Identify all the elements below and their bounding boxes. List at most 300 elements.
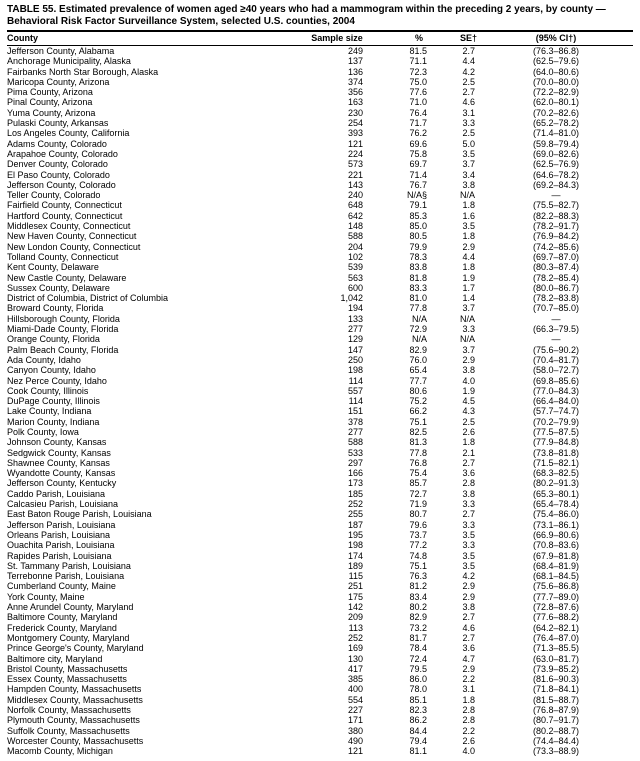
cell-county: Hampden County, Massachusetts: [7, 684, 142, 695]
cell-pct: N/A: [411, 313, 427, 324]
cell-se: 2.9: [462, 663, 475, 674]
table-row: [7, 664, 633, 674]
cell-pct: 77.7: [409, 375, 427, 386]
cell-ci: (71.8–84.1): [532, 684, 580, 695]
cell-county: Terrebonne Parish, Louisiana: [7, 571, 125, 582]
cell-county: Arapahoe County, Colorado: [7, 148, 118, 159]
cell-ci: (77.5–87.5): [532, 426, 580, 437]
cell-county: Cook County, Illinois: [7, 385, 89, 396]
cell-n: 143: [347, 179, 363, 190]
table-row: [7, 736, 633, 746]
table-row: [7, 118, 633, 128]
cell-n: 417: [347, 663, 363, 674]
cell-county: Rapides Parish, Louisiana: [7, 550, 112, 561]
cell-pct: 76.8: [409, 457, 427, 468]
cell-se: 4.3: [462, 406, 475, 417]
cell-pct: 81.8: [409, 272, 427, 283]
cell-pct: 83.8: [409, 262, 427, 273]
cell-pct: 81.1: [409, 746, 427, 757]
cell-ci: (70.0–80.0): [532, 76, 580, 87]
cell-se: 3.8: [462, 602, 475, 613]
cell-pct: 75.0: [409, 76, 427, 87]
cell-se: 3.6: [462, 468, 475, 479]
cell-n: 252: [347, 499, 363, 510]
cell-n: 277: [347, 426, 363, 437]
cell-county: Sussex County, Delaware: [7, 282, 110, 293]
cell-n: 194: [347, 303, 363, 314]
cell-county: Tolland County, Connecticut: [7, 251, 119, 262]
cell-n: 151: [347, 406, 363, 417]
cell-county: District of Columbia, District of Columbia: [7, 293, 169, 304]
cell-pct: 71.0: [409, 97, 427, 108]
cell-county: Pima County, Arizona: [7, 87, 93, 98]
cell-ci: (73.1–86.1): [532, 519, 580, 530]
cell-ci: —: [551, 334, 561, 345]
cell-pct: 81.3: [409, 437, 427, 448]
cell-n: 490: [347, 735, 363, 746]
cell-ci: (69.7–87.0): [532, 251, 580, 262]
cell-n: 380: [347, 725, 363, 736]
cell-se: 3.8: [462, 488, 475, 499]
cell-ci: (57.7–74.7): [532, 406, 580, 417]
cell-pct: 75.8: [409, 148, 427, 159]
table-row: [7, 108, 633, 118]
table-row: [7, 448, 633, 458]
table-row: [7, 684, 633, 694]
cell-ci: (58.0–72.7): [532, 365, 580, 376]
cell-county: Caddo Parish, Louisiana: [7, 488, 106, 499]
cell-county: Fairbanks North Star Borough, Alaska: [7, 66, 159, 77]
table-title-line2: Behavioral Risk Factor Surveillance System, selected U.S. counties, 2004: [7, 16, 355, 27]
cell-se: 2.6: [462, 426, 475, 437]
cell-n: 173: [347, 478, 363, 489]
cell-n: 114: [348, 396, 363, 407]
cell-n: 163: [347, 97, 363, 108]
cell-se: 2.7: [462, 87, 475, 98]
cell-n: 385: [347, 674, 363, 685]
cell-n: 148: [347, 221, 363, 232]
cell-county: Ouachita Parish, Louisiana: [7, 540, 115, 551]
cell-n: 400: [347, 684, 363, 695]
table-row: [7, 376, 633, 386]
cell-ci: (71.5–82.1): [532, 457, 580, 468]
cell-county: Middlesex County, Massachusetts: [7, 694, 143, 705]
cell-pct: 76.0: [409, 354, 427, 365]
cell-ci: (76.9–84.2): [532, 231, 580, 242]
cell-county: Sedgwick County, Kansas: [7, 447, 111, 458]
cell-ci: (71.4–81.0): [532, 128, 580, 139]
cell-pct: 72.4: [409, 653, 427, 664]
cell-n: 539: [347, 262, 363, 273]
cell-n: 254: [347, 118, 363, 129]
data-table: [7, 30, 633, 756]
cell-ci: (65.2–78.2): [532, 118, 580, 129]
cell-county: Palm Beach County, Florida: [7, 344, 119, 355]
cell-pct: 79.6: [409, 519, 427, 530]
cell-ci: (69.8–85.6): [532, 375, 580, 386]
cell-se: 3.3: [462, 324, 475, 335]
cell-ci: (80.2–91.3): [532, 478, 580, 489]
cell-pct: 86.0: [409, 674, 427, 685]
cell-ci: (66.4–84.0): [532, 396, 580, 407]
table-row: [7, 612, 633, 622]
cell-county: Maricopa County, Arizona: [7, 76, 110, 87]
cell-n: 393: [347, 128, 363, 139]
table-row: [7, 293, 633, 303]
table-row: [7, 623, 633, 633]
cell-ci: (68.1–84.5): [532, 571, 580, 582]
cell-county: Hartford County, Connecticut: [7, 210, 123, 221]
table-row: [7, 478, 633, 488]
cell-pct: 85.0: [409, 221, 427, 232]
cell-n: 166: [347, 468, 363, 479]
cell-ci: (74.2–85.6): [532, 241, 580, 252]
cell-n: 554: [347, 694, 363, 705]
cell-ci: (82.2–88.3): [532, 210, 580, 221]
cell-n: 185: [347, 488, 363, 499]
table-row: [7, 396, 633, 406]
cell-ci: (73.8–81.8): [532, 447, 580, 458]
table-row: [7, 314, 633, 324]
cell-ci: (78.2–85.4): [532, 272, 580, 283]
cell-county: Anne Arundel County, Maryland: [7, 602, 134, 613]
cell-n: 171: [347, 715, 363, 726]
cell-ci: (69.2–84.3): [532, 179, 580, 190]
table-row: [7, 170, 633, 180]
cell-se: 3.6: [462, 643, 475, 654]
cell-se: 1.7: [462, 282, 475, 293]
table-row: [7, 592, 633, 602]
cell-pct: 85.7: [409, 478, 427, 489]
table-title: [7, 4, 633, 28]
cell-se: 2.8: [462, 715, 475, 726]
cell-pct: 81.0: [409, 293, 427, 304]
cell-se: 1.8: [462, 200, 475, 211]
cell-n: 137: [347, 56, 363, 67]
cell-ci: (68.4–81.9): [532, 560, 580, 571]
cell-se: 4.2: [462, 571, 475, 582]
cell-county: Prince George's County, Maryland: [7, 643, 144, 654]
cell-n: 174: [347, 550, 363, 561]
cell-ci: (80.3–87.4): [532, 262, 580, 273]
cell-se: 3.5: [462, 148, 475, 159]
cell-county: Shawnee County, Kansas: [7, 457, 110, 468]
cell-pct: 80.2: [409, 602, 427, 613]
table-row: [7, 56, 633, 66]
cell-ci: (66.3–79.5): [532, 324, 580, 335]
cell-se: 1.8: [462, 694, 475, 705]
cell-n: 356: [347, 87, 363, 98]
cell-ci: (70.8–83.6): [532, 540, 580, 551]
cell-n: 195: [347, 529, 363, 540]
cell-county: Lake County, Indiana: [7, 406, 92, 417]
cell-pct: N/A§: [406, 190, 427, 201]
cell-n: 573: [347, 159, 363, 170]
table-row: [7, 705, 633, 715]
table-row: [7, 561, 633, 571]
cell-ci: (77.6–88.2): [532, 612, 580, 623]
cell-pct: 66.2: [409, 406, 427, 417]
cell-n: 121: [347, 138, 363, 149]
cell-pct: 77.8: [409, 447, 427, 458]
cell-ci: (77.0–84.3): [532, 385, 580, 396]
cell-pct: 74.8: [409, 550, 427, 561]
cell-se: 2.7: [462, 457, 475, 468]
cell-se: 3.3: [462, 499, 475, 510]
cell-ci: (70.2–79.9): [532, 416, 580, 427]
cell-pct: 75.4: [409, 468, 427, 479]
cell-county: Montgomery County, Maryland: [7, 632, 130, 643]
cell-se: 3.1: [462, 684, 475, 695]
cell-n: 169: [347, 643, 363, 654]
cell-ci: (65.4–78.4): [532, 499, 580, 510]
cell-n: 252: [347, 632, 363, 643]
cell-ci: (74.4–84.4): [532, 735, 580, 746]
table-row: [7, 499, 633, 509]
cell-pct: 83.4: [409, 591, 427, 602]
cell-county: Worcester County, Massachusetts: [7, 735, 144, 746]
cell-se: 3.7: [462, 159, 475, 170]
cell-county: Orleans Parish, Louisiana: [7, 529, 111, 540]
cell-county: Kent County, Delaware: [7, 262, 99, 273]
cell-pct: 71.1: [409, 56, 427, 67]
cell-ci: (75.6–86.8): [532, 581, 580, 592]
table-row: [7, 602, 633, 612]
cell-pct: 81.2: [409, 581, 427, 592]
cell-county: Suffolk County, Massachusetts: [7, 725, 130, 736]
cell-n: 230: [347, 107, 363, 118]
cell-se: 4.4: [462, 251, 475, 262]
cell-se: 1.8: [462, 437, 475, 448]
cell-n: 1,042: [340, 293, 363, 304]
cell-county: New Haven County, Connecticut: [7, 231, 137, 242]
cell-county: Pinal County, Arizona: [7, 97, 93, 108]
table-row: [7, 303, 633, 313]
cell-ci: (76.4–87.0): [532, 632, 580, 643]
cell-n: 533: [347, 447, 363, 458]
cell-county: Fairfield County, Connecticut: [7, 200, 122, 211]
cell-county: Pulaski County, Arkansas: [7, 118, 109, 129]
cell-pct: 82.3: [409, 705, 427, 715]
cell-ci: (75.6–90.2): [532, 344, 580, 355]
cell-ci: (78.2–91.7): [532, 221, 580, 232]
cell-se: 4.0: [462, 375, 475, 386]
table-title-line1: TABLE 55. Estimated prevalence of women aged ≥40 years who had a mammogram within the preceding 2 years, by county —: [7, 4, 606, 15]
cell-se: 2.5: [462, 128, 475, 139]
cell-county: Norfolk County, Massachusetts: [7, 705, 131, 715]
cell-n: 277: [347, 324, 363, 335]
table-row: [7, 715, 633, 725]
cell-pct: 72.9: [409, 324, 427, 335]
cell-n: 130: [347, 653, 363, 664]
cell-se: 1.8: [462, 231, 475, 242]
cell-county: Calcasieu Parish, Louisiana: [7, 499, 119, 510]
cell-n: 297: [347, 457, 363, 468]
cell-se: 2.9: [462, 241, 475, 252]
cell-se: 4.0: [462, 746, 475, 757]
cell-county: Denver County, Colorado: [7, 159, 108, 170]
cell-ci: (70.7–85.0): [532, 303, 580, 314]
cell-se: 1.4: [462, 293, 475, 304]
cell-se: 3.3: [462, 118, 475, 129]
cell-ci: (64.6–78.2): [532, 169, 580, 180]
cell-pct: 75.2: [409, 396, 427, 407]
cell-county: Johnson County, Kansas: [7, 437, 107, 448]
cell-county: Jefferson County, Colorado: [7, 179, 116, 190]
table-row: [7, 159, 633, 169]
cell-se: N/A: [459, 334, 475, 345]
cell-se: 3.7: [462, 303, 475, 314]
cell-se: 1.9: [462, 385, 475, 396]
cell-n: 648: [347, 200, 363, 211]
table-row: [7, 489, 633, 499]
cell-n: 224: [347, 148, 363, 159]
table-row: [7, 139, 633, 149]
cell-ci: (62.5–76.9): [532, 159, 580, 170]
table-row: [7, 530, 633, 540]
col-header-sample-size: Sample size: [303, 31, 371, 46]
header-row: [7, 31, 633, 46]
cell-se: 2.8: [462, 478, 475, 489]
cell-n: 142: [347, 602, 363, 613]
table-row: [7, 468, 633, 478]
cell-n: 102: [347, 251, 363, 262]
cell-ci: (77.7–89.0): [532, 591, 580, 602]
cell-n: 133: [347, 313, 363, 324]
cell-se: 3.8: [462, 179, 475, 190]
cell-n: 557: [347, 385, 363, 396]
cell-n: 198: [347, 540, 363, 551]
table-body: [7, 46, 633, 757]
cell-se: 3.3: [462, 540, 475, 551]
cell-ci: (62.0–80.1): [532, 97, 580, 108]
cell-pct: 79.5: [409, 663, 427, 674]
cell-ci: (76.3–86.8): [532, 46, 580, 56]
cell-se: 2.9: [462, 354, 475, 365]
cell-county: St. Tammany Parish, Louisiana: [7, 560, 131, 571]
cell-county: East Baton Rouge Parish, Louisiana: [7, 509, 152, 520]
cell-pct: 71.4: [409, 169, 427, 180]
cell-county: Bristol County, Massachusetts: [7, 663, 128, 674]
cell-pct: 86.2: [409, 715, 427, 726]
cell-ci: (64.0–80.6): [532, 66, 580, 77]
cell-ci: (77.9–84.8): [532, 437, 580, 448]
cell-se: 2.2: [462, 725, 475, 736]
table-row: [7, 97, 633, 107]
cell-ci: (64.2–82.1): [532, 622, 580, 633]
table-row: [7, 128, 633, 138]
cell-ci: (81.5–88.7): [532, 694, 580, 705]
cell-pct: 71.7: [409, 118, 427, 129]
cell-n: 204: [347, 241, 363, 252]
table-row: [7, 643, 633, 653]
cell-n: 121: [347, 746, 363, 757]
cell-pct: 79.9: [409, 241, 427, 252]
cell-ci: (75.5–82.7): [532, 200, 580, 211]
cell-county: Plymouth County, Massachusetts: [7, 715, 140, 726]
cell-se: 3.5: [462, 560, 475, 571]
cell-se: 2.7: [462, 632, 475, 643]
cell-pct: 76.7: [409, 179, 427, 190]
table-row: [7, 458, 633, 468]
cell-se: 4.6: [462, 622, 475, 633]
table-row: [7, 654, 633, 664]
cell-se: 2.7: [462, 46, 475, 56]
cell-pct: 65.4: [409, 365, 427, 376]
cell-pct: 82.9: [409, 612, 427, 623]
cell-n: 115: [348, 571, 363, 582]
cell-pct: 78.3: [409, 251, 427, 262]
cell-se: 5.0: [462, 138, 475, 149]
cell-se: 3.3: [462, 519, 475, 530]
cell-ci: (63.0–81.7): [532, 653, 580, 664]
cell-ci: (71.3–85.5): [532, 643, 580, 654]
cell-pct: 73.7: [409, 529, 427, 540]
cell-county: El Paso County, Colorado: [7, 169, 110, 180]
table-row: [7, 520, 633, 530]
cell-county: Anchorage Municipality, Alaska: [7, 56, 131, 67]
table-row: [7, 149, 633, 159]
col-header-county: County: [7, 31, 303, 46]
cell-ci: (70.2–82.6): [532, 107, 580, 118]
cell-pct: 72.3: [409, 66, 427, 77]
cell-ci: (75.4–86.0): [532, 509, 580, 520]
cell-county: Hillsborough County, Florida: [7, 313, 120, 324]
table-row: [7, 231, 633, 241]
cell-pct: 81.7: [409, 632, 427, 643]
cell-ci: —: [551, 313, 561, 324]
cell-pct: 75.1: [409, 560, 427, 571]
table-row: [7, 540, 633, 550]
cell-se: 4.2: [462, 66, 475, 77]
cell-county: Polk County, Iowa: [7, 426, 79, 437]
cell-pct: N/A: [411, 334, 427, 345]
table-row: [7, 386, 633, 396]
table-row: [7, 324, 633, 334]
cell-n: 227: [347, 705, 363, 715]
cell-ci: (59.8–79.4): [532, 138, 580, 149]
col-header-se: SE†: [431, 31, 479, 46]
cell-county: Los Angeles County, California: [7, 128, 130, 139]
cell-se: 2.1: [462, 447, 475, 458]
cell-pct: 81.5: [409, 46, 427, 56]
cell-se: 4.4: [462, 56, 475, 67]
cell-ci: (62.5–79.6): [532, 56, 580, 67]
cell-se: 1.9: [462, 272, 475, 283]
cell-county: Teller County, Colorado: [7, 190, 101, 201]
cell-se: 3.4: [462, 169, 475, 180]
cell-n: 600: [347, 282, 363, 293]
cell-pct: 80.5: [409, 231, 427, 242]
cell-pct: 77.6: [409, 87, 427, 98]
table-row: [7, 355, 633, 365]
cell-pct: 77.2: [409, 540, 427, 551]
cell-county: Macomb County, Michigan: [7, 746, 113, 757]
table-row: [7, 283, 633, 293]
cell-n: 251: [347, 581, 363, 592]
cell-county: Baltimore city, Maryland: [7, 653, 103, 664]
cell-pct: 77.8: [409, 303, 427, 314]
cell-county: Essex County, Massachusetts: [7, 674, 127, 685]
cell-se: 2.2: [462, 674, 475, 685]
cell-n: 189: [347, 560, 363, 571]
cell-ci: (80.7–91.7): [532, 715, 580, 726]
cell-ci: (78.2–83.8): [532, 293, 580, 304]
cell-county: Marion County, Indiana: [7, 416, 100, 427]
cell-pct: 69.6: [409, 138, 427, 149]
cell-ci: (73.9–85.2): [532, 663, 580, 674]
cell-ci: (66.9–80.6): [532, 529, 580, 540]
